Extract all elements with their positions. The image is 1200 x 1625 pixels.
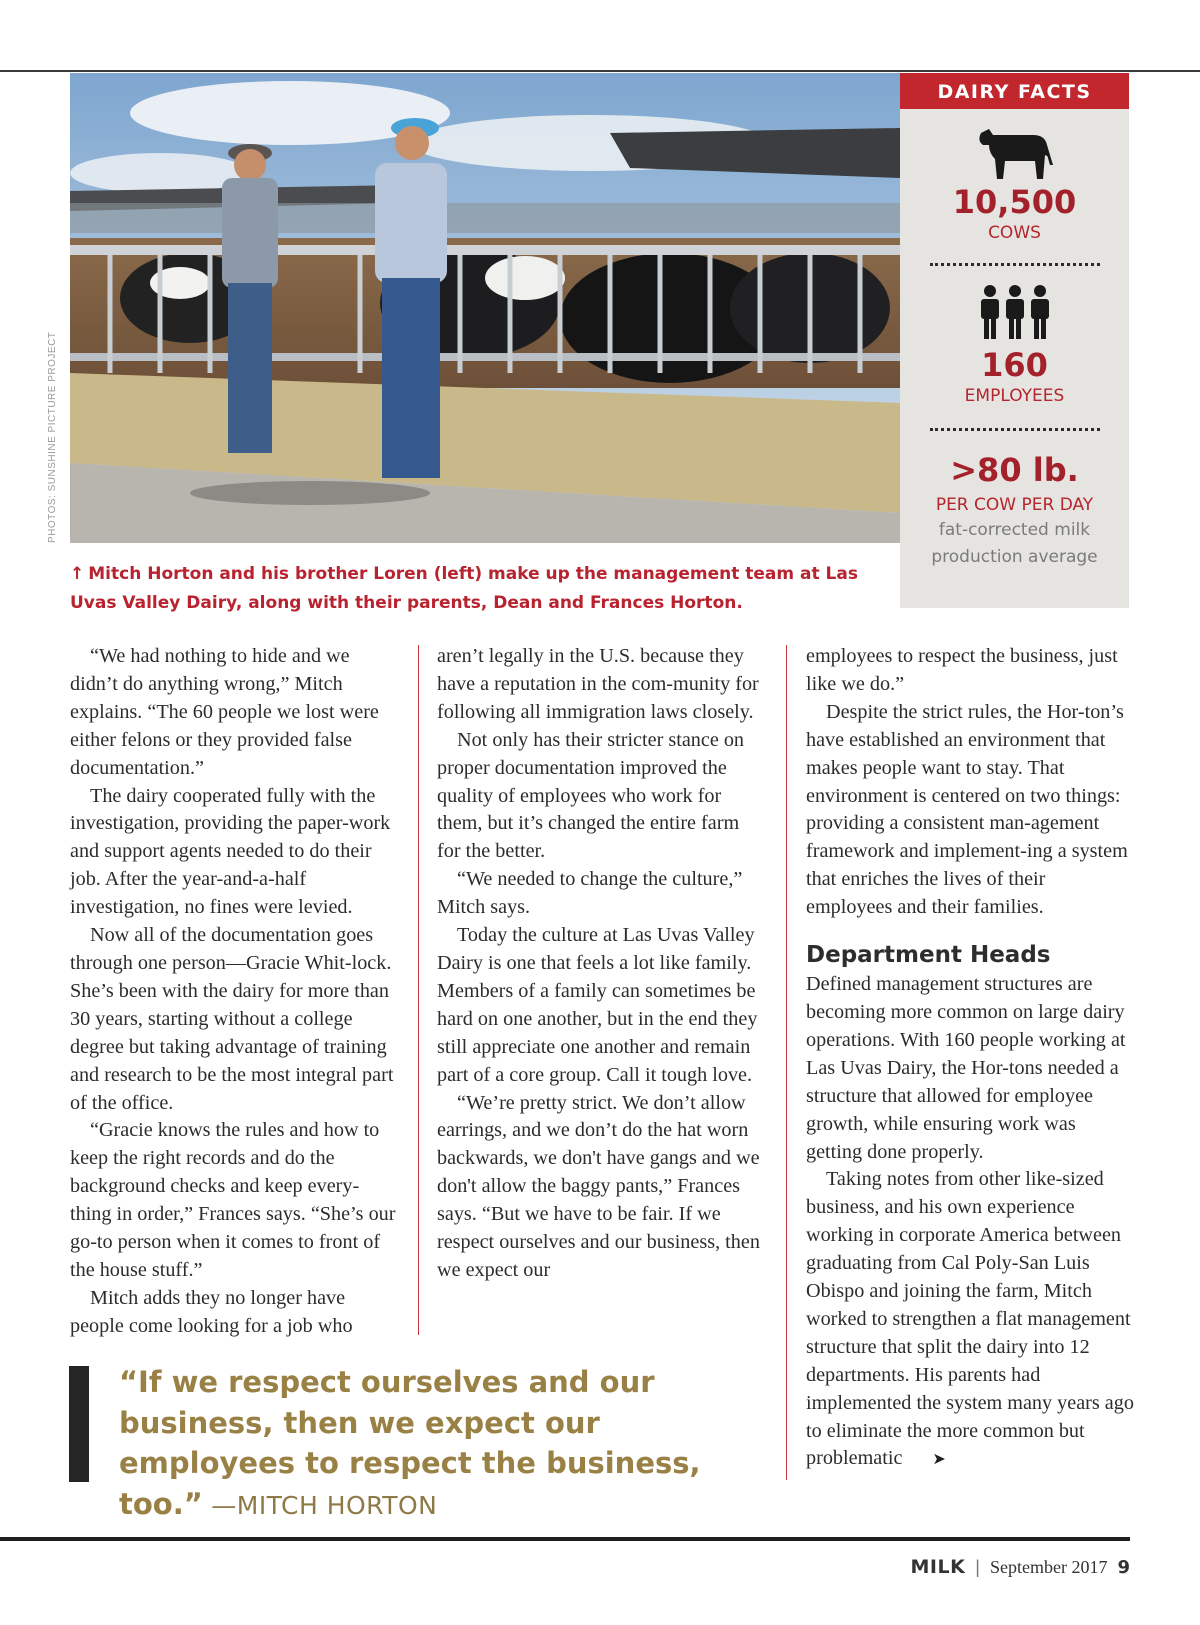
employees-label: EMPLOYEES: [964, 386, 1065, 406]
paragraph: Now all of the documentation goes through one person—Gracie Whit-lock. She’s been with the dairy for more than 30 years, starting without a college degree but taking advantage of training and research to be the most integral part of the office.: [70, 924, 394, 1114]
photo-credit: PHOTOS: SUNSHINE PICTURE PROJECT: [47, 331, 58, 543]
caption-text: Mitch Horton and his brother Loren (left) make up the management team at Las Uvas Valley Dairy, along with their parents, Dean and Frances Horton.: [70, 564, 858, 613]
paragraph: Defined management structures are becoming more common on large dairy operations. With 160 people working at Las Uvas Dairy, the Hor-tons needed a structure that allowed for employee growth, while ensuring work was getting done properly.: [806, 973, 1126, 1163]
facts-header: DAIRY FACTS: [900, 73, 1129, 109]
arrow-up-icon: ↑: [70, 564, 85, 584]
section-heading: Department Heads: [806, 942, 1051, 969]
cow-icon: [900, 123, 1129, 181]
paragraph: The dairy cooperated fully with the investigation, providing the paper-work and support agents needed to do their job. After the year-and-a-half investigation, no fines were levied.: [70, 784, 391, 919]
paragraph: Not only has their stricter stance on proper documentation improved the quality of employees who work for them, but it’s changed the entire farm for the better.: [437, 728, 745, 863]
pull-quote-bar: [69, 1366, 89, 1482]
milk-number: >80 lb.: [950, 451, 1079, 489]
bottom-rule: [0, 1537, 1130, 1541]
paragraph: “We had nothing to hide and we didn’t do anything wrong,” Mitch explains. “The 60 people we lost were either felons or they provided false documentation.”: [70, 645, 379, 779]
paragraph-text: Taking notes from other like-sized business, and his own experience working in corporate America between graduating from Cal Poly-San Luis Obispo and joining the farm, Mitch worked to strengthen a flat management structure that split the dairy into 12 departments. His parents had implemented the system many years ago to eliminate the more common but problematic: [806, 1168, 1134, 1470]
milk-label: PER COW PER DAY: [935, 495, 1094, 515]
column-rule: [418, 645, 419, 1335]
body-column-2: [437, 643, 767, 1285]
issue-date: September 2017: [989, 1557, 1108, 1577]
footer-separator: |: [975, 1557, 980, 1577]
divider: [930, 428, 1100, 431]
paragraph: Despite the strict rules, the Hor-ton’s have established an environment that makes people want to stay. That environment is centered on two things: providing a consistent man-agement framework and implement-ing a system that enriches the lives of their employees and their families.: [806, 700, 1128, 919]
dairy-photo: [70, 73, 900, 543]
pull-quote: [119, 1362, 779, 1526]
milk-note-line: production average: [931, 547, 1098, 567]
column-rule: [786, 645, 787, 1480]
page-footer: [910, 1556, 1130, 1578]
paragraph: [806, 1166, 1136, 1473]
dairy-facts-sidebar: [900, 73, 1129, 608]
paragraph: Mitch adds they no longer have people come looking for a job who: [70, 1286, 353, 1337]
magazine-name: MILK: [910, 1556, 966, 1578]
pull-quote-text: “If we respect ourselves and our business, then we expect our employees to respect the business, too.”: [119, 1365, 701, 1521]
paragraph: employees to respect the business, just like we do.”: [806, 645, 1118, 695]
page-number: 9: [1117, 1557, 1130, 1578]
employees-number: 160: [981, 346, 1048, 384]
people-icon: [900, 284, 1129, 340]
divider: [930, 263, 1100, 266]
cows-label: COWS: [988, 223, 1041, 243]
paragraph: aren’t legally in the U.S. because they have a reputation in the com-munity for following all immigration laws closely.: [437, 645, 759, 723]
body-column-3: [806, 643, 1136, 1473]
body-column-1: [70, 643, 400, 1341]
paragraph: “We needed to change the culture,” Mitch says.: [437, 868, 743, 919]
paragraph: “We’re pretty strict. We don’t allow earrings, and we don’t do the hat worn backwards, we don't have gangs and we don't allow the baggy pants,” Frances says. “But we have to be fair. If we respect ourselves and our business, then we expect our: [437, 1091, 760, 1281]
milk-note-line: fat-corrected milk: [938, 520, 1091, 540]
cows-number: 10,500: [952, 183, 1077, 221]
pull-quote-attribution: —MITCH HORTON: [202, 1490, 438, 1520]
paragraph: “Gracie knows the rules and how to keep the right records and do the background checks and keep every-thing in order,” Frances says. “She’s our go-to person when it comes to front of the house stuff.”: [70, 1119, 396, 1281]
paragraph: Today the culture at Las Uvas Valley Dairy is one that feels a lot like family. Members of a family can sometimes be hard on one another, but in the end they still appreciate one another and remain part of a core group. Call it tough love.: [437, 924, 758, 1086]
continue-arrow-icon: ➤: [932, 1449, 946, 1469]
top-rule: [0, 70, 1200, 72]
photo-caption: [70, 560, 880, 618]
